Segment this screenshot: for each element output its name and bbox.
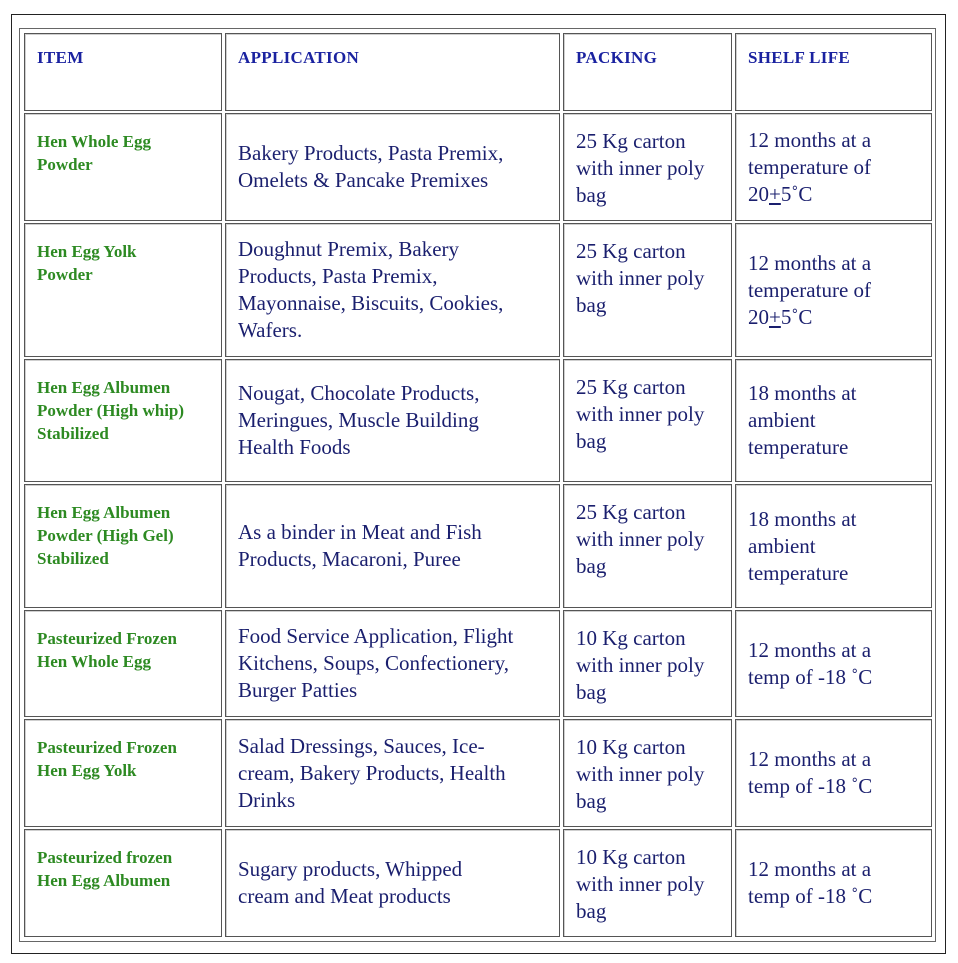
table-cell-item <box>24 829 222 937</box>
table-cell-item <box>24 484 222 608</box>
table-cell-application <box>225 359 560 482</box>
cell-line: bag <box>576 429 607 453</box>
table-cell-application <box>225 223 560 357</box>
cell-line: Pasteurized frozen <box>37 848 173 867</box>
table-cell-packing <box>563 719 732 827</box>
cell-line: Kitchens, Soups, Confectionery, <box>238 651 510 675</box>
cell-line: bag <box>576 680 607 704</box>
table-cell-shelf-life <box>735 484 932 608</box>
header-cell <box>563 33 732 111</box>
cell-line: 12 months at a <box>748 637 872 662</box>
table-cell-application <box>225 829 560 937</box>
cell-line: with inner poly <box>576 653 705 677</box>
cell-line: Pasteurized Frozen <box>37 629 177 648</box>
table-cell-application <box>225 484 560 608</box>
cell-line: Products, Macaroni, Puree <box>238 547 461 571</box>
table-cell-packing <box>563 484 732 608</box>
cell-line: bag <box>576 183 607 207</box>
table-cell-packing <box>563 610 732 717</box>
cell-line: Food Service Application, Flight <box>238 624 514 648</box>
header-cell <box>24 33 222 111</box>
table-cell-item <box>24 113 222 221</box>
cell-line: As a binder in Meat and Fish <box>238 520 482 544</box>
cell-line: with inner poly <box>576 872 705 896</box>
table-cell-shelf-life <box>735 610 932 717</box>
cell-line: 12 months at a <box>748 747 872 771</box>
cell-line: with inner poly <box>576 527 705 551</box>
cell-line: Pasteurized Frozen <box>37 738 177 757</box>
cell-line: Stabilized <box>37 549 109 568</box>
cell-line: Wafers. <box>238 318 303 342</box>
table-cell-application <box>225 610 560 717</box>
table-cell-application <box>225 113 560 221</box>
cell-line: Hen Egg Albumen <box>37 503 171 522</box>
cell-line: bag <box>576 789 607 813</box>
cell-line: 10 Kg carton <box>576 626 686 650</box>
cell-line: Doughnut Premix, Bakery <box>238 237 460 261</box>
cell-line: with inner poly <box>576 402 705 426</box>
cell-line: Burger Patties <box>238 678 358 702</box>
table-cell-item <box>24 223 222 357</box>
table-cell-application <box>225 719 560 827</box>
cell-line: Meringues, Muscle Building <box>238 408 479 432</box>
cell-line: Nougat, Chocolate Products, <box>238 381 480 405</box>
cell-line: Powder <box>37 265 93 284</box>
cell-line: bag <box>576 554 607 578</box>
column-header-label: PACKING <box>576 48 658 67</box>
cell-line: cream and Meat products <box>238 884 451 908</box>
cell-line: Salad Dressings, Sauces, Ice- <box>238 733 485 758</box>
cell-fragment: 20 <box>748 181 769 206</box>
header-cell <box>225 33 560 111</box>
cell-line: Mayonnaise, Biscuits, Cookies, <box>238 291 504 315</box>
cell-line: Hen Egg Albumen <box>37 871 171 890</box>
cell-line: Hen Egg Albumen <box>37 378 171 397</box>
cell-line: temperature of <box>748 154 872 179</box>
cell-line: with inner poly <box>576 266 705 290</box>
cell-line: 25 Kg carton <box>576 375 686 399</box>
cell-fragment: 5˚C <box>780 181 813 206</box>
cell-line: with inner poly <box>576 156 705 180</box>
table-cell-item <box>24 610 222 717</box>
table-cell-shelf-life <box>735 113 932 221</box>
cell-line: Products, Pasta Premix, <box>238 264 438 288</box>
table-cell-shelf-life <box>735 829 932 937</box>
column-header-label: SHELF LIFE <box>748 48 851 67</box>
table-cell-item <box>24 359 222 482</box>
cell-line: Hen Egg Yolk <box>37 761 137 780</box>
cell-line: temperature of <box>748 277 872 302</box>
cell-line: Hen Whole Egg <box>37 652 151 671</box>
cell-line <box>748 304 927 331</box>
cell-line: 25 Kg carton <box>576 239 686 263</box>
cell-line: 12 months at a <box>748 250 872 275</box>
cell-fragment: 20 <box>748 304 769 329</box>
cell-line: ambient <box>748 408 816 432</box>
cell-line: 25 Kg carton <box>576 129 686 153</box>
cell-line: Powder (High whip) <box>37 401 185 420</box>
cell-line: 25 Kg carton <box>576 500 686 524</box>
cell-line <box>748 181 927 208</box>
column-header-label: ITEM <box>37 48 84 67</box>
table-cell-shelf-life <box>735 359 932 482</box>
table-cell-packing <box>563 829 732 937</box>
cell-line: with inner poly <box>576 762 705 786</box>
cell-line: Bakery Products, Pasta Premix, <box>238 141 504 165</box>
cell-line: temp of -18 ˚C <box>748 774 873 798</box>
table-cell-packing <box>563 113 732 221</box>
cell-line: temp of -18 ˚C <box>748 664 873 689</box>
table-cell-shelf-life <box>735 719 932 827</box>
cell-line: Hen Egg Yolk <box>37 242 137 261</box>
table-cell-packing <box>563 223 732 357</box>
cell-line: ambient <box>748 533 816 558</box>
cell-line: 18 months at <box>748 381 857 405</box>
header-cell <box>735 33 932 111</box>
column-header-label: APPLICATION <box>238 48 360 67</box>
cell-fragment: 5˚C <box>780 304 813 329</box>
cell-line: Powder <box>37 155 93 174</box>
cell-line: Omelets & Pancake Premixes <box>238 168 489 192</box>
cell-line: 10 Kg carton <box>576 735 686 759</box>
cell-line: temperature <box>748 435 849 459</box>
plus-minus-sign: + <box>769 304 781 329</box>
plus-minus-sign: + <box>769 181 781 206</box>
cell-line: bag <box>576 293 607 317</box>
cell-line: Health Foods <box>238 435 351 459</box>
table-cell-shelf-life <box>735 223 932 357</box>
cell-line: Powder (High Gel) <box>37 526 174 545</box>
cell-line: 12 months at a <box>748 857 872 881</box>
cell-line: Hen Whole Egg <box>37 132 151 151</box>
cell-line: temperature <box>748 560 849 585</box>
cell-line: Sugary products, Whipped <box>238 857 463 881</box>
cell-line: Stabilized <box>37 424 109 443</box>
cell-line: 18 months at <box>748 506 857 531</box>
table-cell-packing <box>563 359 732 482</box>
cell-line: 10 Kg carton <box>576 845 686 869</box>
cell-line: cream, Bakery Products, Health <box>238 760 506 785</box>
cell-line: 12 months at a <box>748 127 872 152</box>
cell-line: temp of -18 ˚C <box>748 884 873 908</box>
cell-line: Drinks <box>238 787 296 812</box>
table-cell-item <box>24 719 222 827</box>
cell-line: bag <box>576 899 607 923</box>
